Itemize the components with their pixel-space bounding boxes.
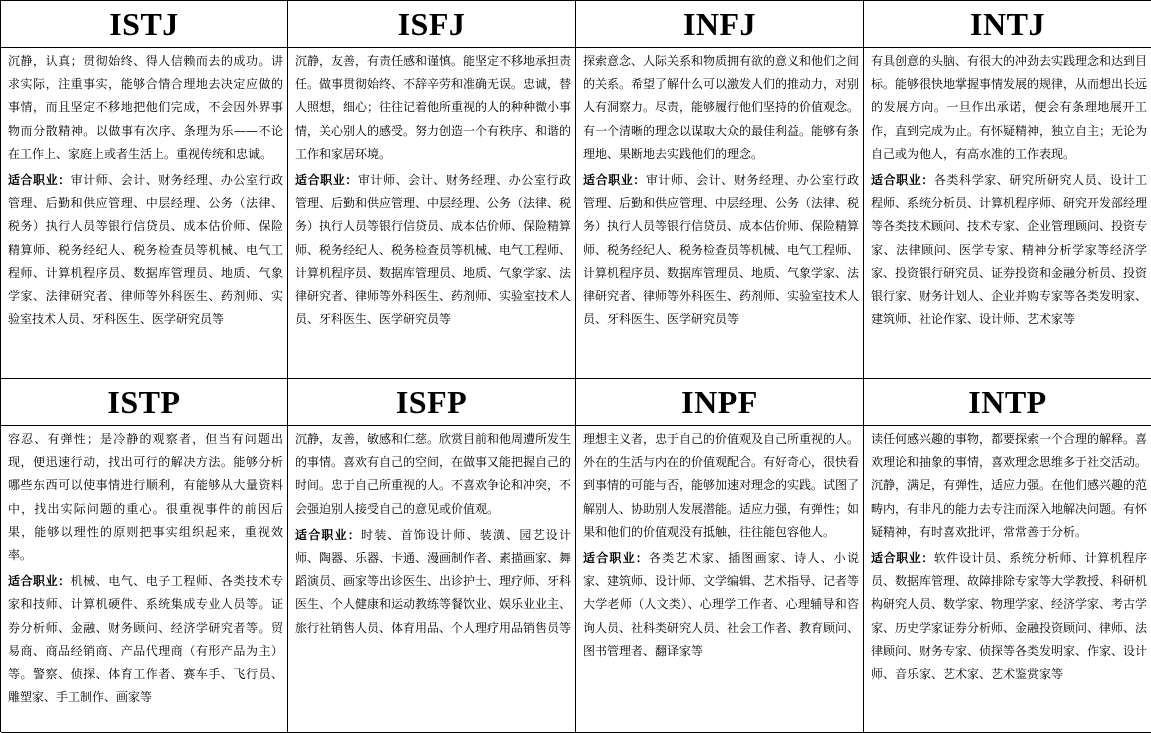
type-body-infj	[576, 48, 864, 379]
type-description: 理想主义者，忠于自己的价值观及自己所重视的人。外在的生活与内在的价值观配合。有好奇心，很快看到事情的可能与否，能够加速对理念的实践。试图了解别人、协助别人发展潜能。适应力强，有弹性；如果和他们的价值观没有抵触，往往能包容他人。	[583, 432, 860, 539]
type-body-intj	[864, 48, 1151, 379]
type-body-intp	[864, 426, 1151, 733]
type-body-istj	[1, 48, 288, 379]
jobs-label: 适合职业：	[8, 173, 71, 188]
jobs-label: 适合职业：	[871, 551, 934, 566]
suitable-jobs	[871, 547, 1147, 686]
type-body-istp	[1, 426, 288, 733]
type-description: 沉静，友善，有责任感和谨慎。能坚定不移地承担责任。做事贯彻始终、不辞辛劳和准确无误。忠诚，替人照想，细心；往往记着他所重视的人的种种微小事情，关心别人的感受。努力创造一个有秩序、和谐的工作和家居环境。	[295, 54, 572, 161]
jobs-label: 适合职业：	[583, 551, 649, 566]
type-header-isfj: ISFJ	[288, 1, 576, 48]
type-description: 探索意念、人际关系和物质拥有欲的意义和他们之间的关系。希望了解什么可以激发人们的推动力，对别人有洞察力。尽责，能够履行他们坚持的价值观念。有一个清晰的理念以谋取大众的最佳利益。能够有条理地、果断地去实践他们的理念。	[583, 54, 860, 161]
jobs-label: 适合职业：	[583, 173, 646, 188]
type-header-istj: ISTJ	[1, 1, 288, 48]
jobs-list: 时装、首饰设计师、装潢、园艺设计师、陶器、乐器、卡通、漫画制作者、素描画家、舞蹈演员、画家等出诊医生、出诊护士、理疗师、牙科医生、个人健康和运动教练等餐饮业、娱乐业业主、旅行社销售人员、体育用品、个人理疗用品销售员等	[295, 527, 572, 635]
type-header-isfp: ISFP	[288, 379, 576, 426]
type-body-isfj	[288, 48, 576, 379]
type-body-isfp	[288, 426, 576, 733]
suitable-jobs	[8, 570, 283, 709]
jobs-list: 机械、电气、电子工程师、各类技术专家和技师、计算机硬件、系统集成专业人员等。证券分析师、金融、财务顾问、经济学研究者等。贸易商、商品经销商、产品代理商（有形产品为主）等。警察、侦探、体育工作者、赛车手、飞行员、雕塑家、手工制作、画家等	[8, 574, 283, 705]
suitable-jobs	[295, 524, 571, 640]
jobs-label: 适合职业：	[8, 574, 71, 589]
type-header-intj: INTJ	[864, 1, 1151, 48]
type-description: 容忍、有弹性；是冷静的观察者，但当有问题出现，便迅速行动，找出可行的解决方法。能够分析哪些东西可以使事情进行顺利，有能够从大量资料中，找出实际问题的重心。很重视事件的前因后果，能够以理性的原则把事实组织起来，重视效率。	[8, 432, 283, 563]
suitable-jobs	[295, 169, 571, 331]
jobs-list: 审计师、会计、财务经理、办公室行政管理、后勤和供应管理、中层经理、公务（法律、税务）执行人员等银行信贷员、成本估价师、保险精算师、税务经纪人、税务检查员等机械、电气工程师、计算机程序员、数据库管理员、地质、气象学家、法律研究者、律师等外科医生、药剂师、实验室技术人员、牙科医生、医学研究员等	[583, 173, 860, 327]
jobs-list: 软件设计员、系统分析师、计算机程序员、数据库管理、故障排除专家等大学教授、科研机构研究人员、数学家、物理学家、经济学家、考古学家、历史学家证券分析师、金融投资顾问、律师、法律顾问、财务专家、侦探等各类发明家、作家、设计师、音乐家、艺术家、艺术鉴赏家等	[871, 551, 1148, 682]
type-header-intp: INTP	[864, 379, 1151, 426]
suitable-jobs	[871, 169, 1147, 331]
type-body-inpf	[576, 426, 864, 733]
jobs-list: 审计师、会计、财务经理、办公室行政管理、后勤和供应管理、中层经理、公务（法律、税务）执行人员等银行信贷员、成本估价师、保险精算师、税务经纪人、税务检查员等机械、电气工程师、计算机程序员、数据库管理员、地质、气象学家、法律研究者、律师等外科医生、药剂师、实验室技术人员、牙科医生、医学研究员等	[295, 173, 572, 327]
type-description: 沉静，友善，敏感和仁慈。欣赏目前和他周遭所发生的事情。喜欢有自己的空间，在做事又能把握自己的时间。忠于自己所重视的人。不喜欢争论和冲突，不会强迫别人接受自己的意见或价值观。	[295, 432, 572, 516]
type-header-inpf: INPF	[576, 379, 864, 426]
type-description: 读任何感兴趣的事物，都要探索一个合理的解释。喜欢理论和抽象的事情，喜欢理念思维多于社交活动。沉静，满足，有弹性，适应力强。在他们感兴趣的范畴内，有非凡的能力去专注而深入地解决问题。有怀疑精神，有时喜欢批评，常常善于分析。	[871, 432, 1148, 539]
suitable-jobs	[583, 547, 859, 663]
type-description: 沉静，认真；贯彻始终、得人信赖而去的成功。讲求实际，注重事实，能够合情合理地去决定应做的事情，而且坚定不移地把他们完成，不会因外界事物而分散精神。以做事有次序、条理为乐——不论在工作上、家庭上或者生活上。重视传统和忠诚。	[8, 54, 283, 161]
type-header-istp: ISTP	[1, 379, 288, 426]
jobs-list: 审计师、会计、财务经理、办公室行政管理、后勤和供应管理、中层经理、公务（法律、税务）执行人员等银行信贷员、成本估价师、保险精算师、税务经纪人、税务检查员等机械、电气工程师、计算机程序员、数据库管理员、地质、气象学家、法律研究者、律师等外科医生、药剂师、实验室技术人员、牙科医生、医学研究员等	[8, 173, 283, 327]
suitable-jobs	[8, 169, 283, 331]
jobs-list: 各类艺术家、插图画家、诗人、小说家、建筑师、设计师、文学编辑、艺术指导、记者等大学老师（人文类）、心理学工作者、心理辅导和咨询人员、社科类研究人员、社会工作者、教育顾问、图书管理者、翻译家等	[583, 551, 860, 658]
jobs-label: 适合职业：	[295, 527, 361, 542]
jobs-list: 各类科学家、研究所研究人员、设计工程师、系统分析员、计算机程序师、研究开发部经理等各类技术顾问、技术专家、企业管理顾问、投资专家、法律顾问、医学专家、精神分析学家等经济学家、投资银行研究员、证券投资和金融分析员、投资银行家、财务计划人、企业并购专家等各类发明家、建筑师、社论作家、设计师、艺术家等	[871, 173, 1148, 327]
type-description: 有具创意的头脑、有很大的冲劲去实践理念和达到目标。能够很快地掌握事情发展的规律，从而想出长远的发展方向。一旦作出承诺，便会有条理地展开工作，直到完成为止。有怀疑精神，独立自主；无论为自己或为他人，有高水准的工作表现。	[871, 54, 1148, 161]
suitable-jobs	[583, 169, 859, 331]
jobs-label: 适合职业：	[295, 173, 358, 188]
type-header-infj: INFJ	[576, 1, 864, 48]
jobs-label: 适合职业：	[871, 173, 934, 188]
